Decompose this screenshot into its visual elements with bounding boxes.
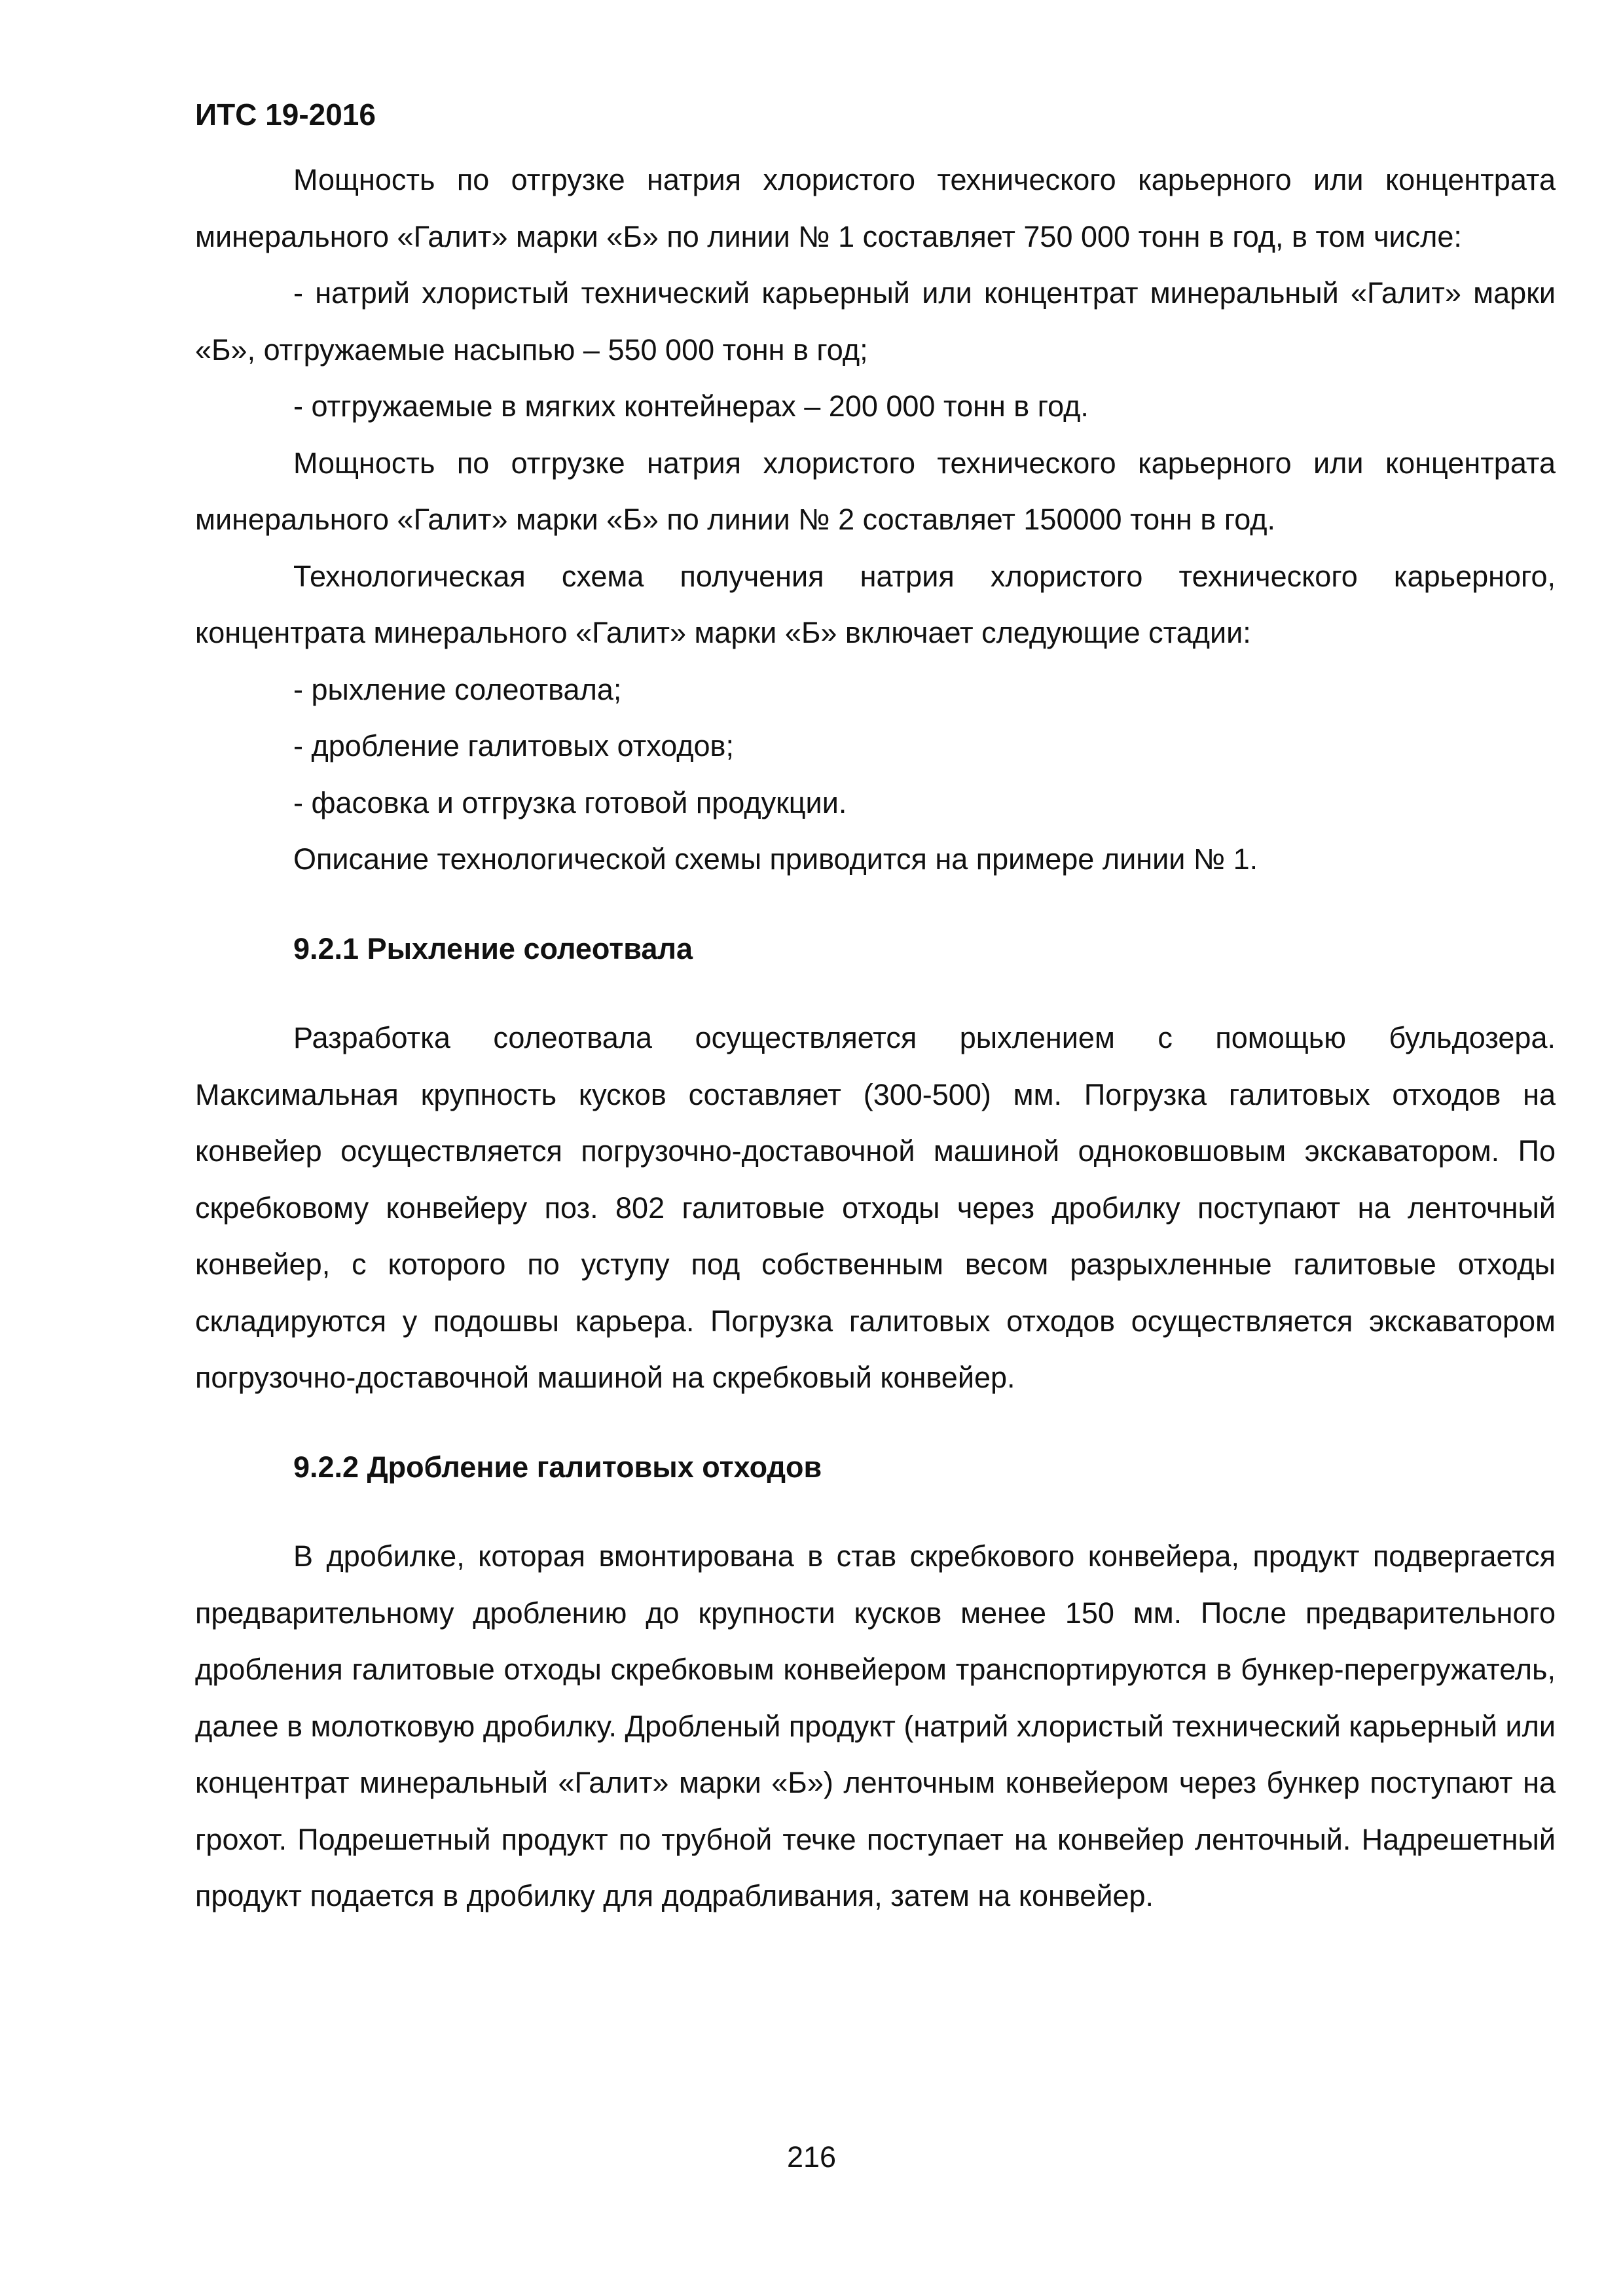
list-item: - отгружаемые в мягких контейнерах – 200 000 тонн в год. (293, 389, 1089, 423)
paragraph: Мощность по отгрузке натрия хлористого технического карьерного или концентрата минерального «Галит» марки «Б» по линии № 2 составляет 150000 тонн в год. (195, 446, 1556, 536)
document-header: ИТС 19-2016 (195, 98, 376, 132)
list-item: - фасовка и отгрузка готовой продукции. (293, 785, 847, 819)
page-number: 216 (786, 2140, 837, 2174)
paragraph: В дробилке, которая вмонтирована в став скребкового конвейера, продукт подвергается предварительному дроблению до крупности кусков менее 150 мм. После предварительного дробления галитовые отходы скребковым конвейером транспортируются в бункер-перегружатель, далее в молотковую дробилку. Дробленый продукт (натрий хлористый технический карьерный или концентрат минеральный «Галит» марки «Б») ленточным конвейером через бункер поступают на грохот. Подрешетный продукт по трубной течке поступает на конвейер ленточный. Надрешетный продукт подается в дробилку для додрабливания, затем на конвейер. (195, 1539, 1556, 1912)
list-item: - рыхление солеотвала; (293, 672, 622, 706)
paragraph: Разработка солеотвала осуществляется рыхлением с помощью бульдозера. Максимальная крупность кусков составляет (300-500) мм. Погрузка галитовых отходов на конвейер осуществляется погрузочно-доставочной машиной одноковшовым экскаватором. По скребковому конвейеру поз. 802 галитовые отходы через дробилку поступают на ленточный конвейер, с которого по уступу под собственным весом разрыхленные галитовые отходы складируются у подошвы карьера. Погрузка галитовых отходов осуществляется экскаватором погрузочно-доставочной машиной на скребковый конвейер. (195, 1021, 1556, 1394)
paragraph: Мощность по отгрузке натрия хлористого технического карьерного или концентрата минерального «Галит» марки «Б» по линии № 1 составляет 750 000 тонн в год, в том числе: (195, 163, 1556, 253)
section-heading: 9.2.1 Рыхление солеотвала (293, 931, 693, 965)
paragraph: Описание технологической схемы приводится на примере линии № 1. (293, 842, 1258, 876)
paragraph: Технологическая схема получения натрия хлористого технического карьерного, концентрата минерального «Галит» марки «Б» включает следующие стадии: (195, 559, 1556, 649)
page-body (195, 92, 1556, 1925)
list-item: - натрий хлористый технический карьерный или концентрат минеральный «Галит» марки «Б», отгружаемые насыпью – 550 000 тонн в год; (195, 276, 1556, 367)
list-item: - дробление галитовых отходов; (293, 729, 734, 762)
section-heading: 9.2.2 Дробление галитовых отходов (293, 1450, 822, 1484)
